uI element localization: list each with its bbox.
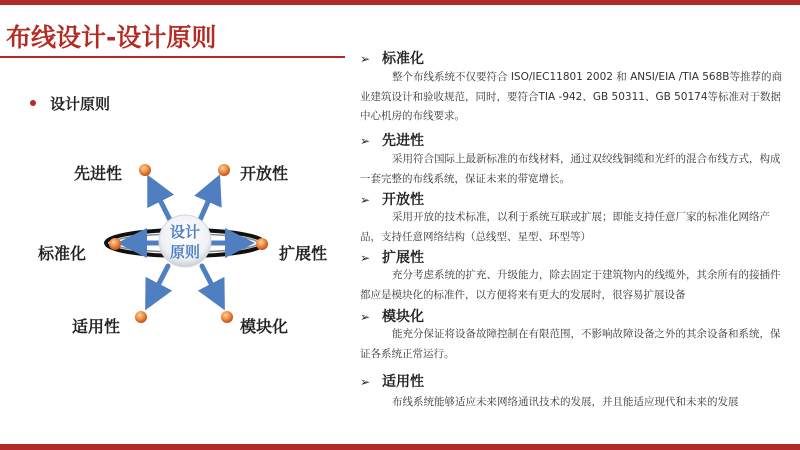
section-heading: ➢ 模块化 [360,309,424,325]
center-text-line2: 原则 [169,243,201,261]
bullet-item [30,93,110,114]
section-heading: ➢ 标准化 [360,51,424,67]
arrow-bullet-icon: ➢ [360,134,371,148]
section-heading: ➢ 先进性 [360,133,424,149]
arrow-bullet-icon: ➢ [360,52,371,66]
arrow-bullet-icon: ➢ [360,310,371,324]
arrow-top-left [154,188,170,220]
arrow-bottom-left [152,266,168,297]
arrow-bullet-icon: ➢ [360,375,371,389]
top-accent-bar [0,0,800,5]
arrow-top-right [200,188,214,220]
section-body: 采用开放的技术标准，以利于系统互联或扩展；即能支持任意厂家的标准化网络产品，支持任意网络结构（总线型、星型、环型等） [360,211,770,243]
page-title: 布线设计-设计原则 [6,23,217,52]
section-body: 布线系统能够适应未来网络通讯技术的发展，并且能适应现代和未来的发展 [392,396,739,408]
bullet-dot-icon [30,100,36,106]
section-body: 采用符合国际上最新标准的布线材料，通过双绞线铜缆和光纤的混合布线方式，构成一套完整的布线系统，保证未来的带宽增长。 [360,153,781,185]
node-right [256,238,268,250]
node-top-right [218,164,230,176]
label-extensible: 扩展性 [279,244,328,263]
center-text-line1: 设计 [169,223,201,241]
label-modular: 模块化 [240,317,289,336]
label-advanced: 先进性 [74,164,123,183]
section-heading: ➢ 扩展性 [360,250,424,266]
label-open: 开放性 [240,164,289,183]
label-standard: 标准化 [38,244,87,263]
section-body: 整个布线系统不仅要符合 ISO/IEC11801 2002 和 ANSI/EIA /TIA 568B等推荐的商业建筑设计和验收规范，同时，要符合TIA -942、GB 50311、GB 50174等标准对于数据中心机房的布线要求。 [360,71,783,122]
node-left [109,238,121,250]
arrow-bullet-icon: ➢ [360,251,371,265]
section-heading: ➢ 适用性 [360,374,424,390]
label-applicable: 适用性 [72,317,121,336]
node-top-left [139,164,151,176]
bullet-label: 设计原则 [50,95,111,113]
section-body: 充分考虑系统的扩充、升级能力，除去固定于建筑物内的线缆外，其余所有的接插件都应是模块化的标准件，以方便将来有更大的发展时，很容易扩展设备 [360,269,781,301]
arrow-bottom-right [202,266,218,297]
principles-diagram [0,140,350,350]
node-bottom-right [221,311,233,323]
section-body: 能充分保证将设备故障控制在有限范围，不影响故障设备之外的其余设备和系统，保证各系统正常运行。 [360,328,781,360]
section-heading: ➢ 开放性 [360,192,424,208]
node-bottom-left [135,311,147,323]
bottom-accent-bar [0,444,800,450]
title-underline [0,56,345,58]
arrow-bullet-icon: ➢ [360,193,371,207]
